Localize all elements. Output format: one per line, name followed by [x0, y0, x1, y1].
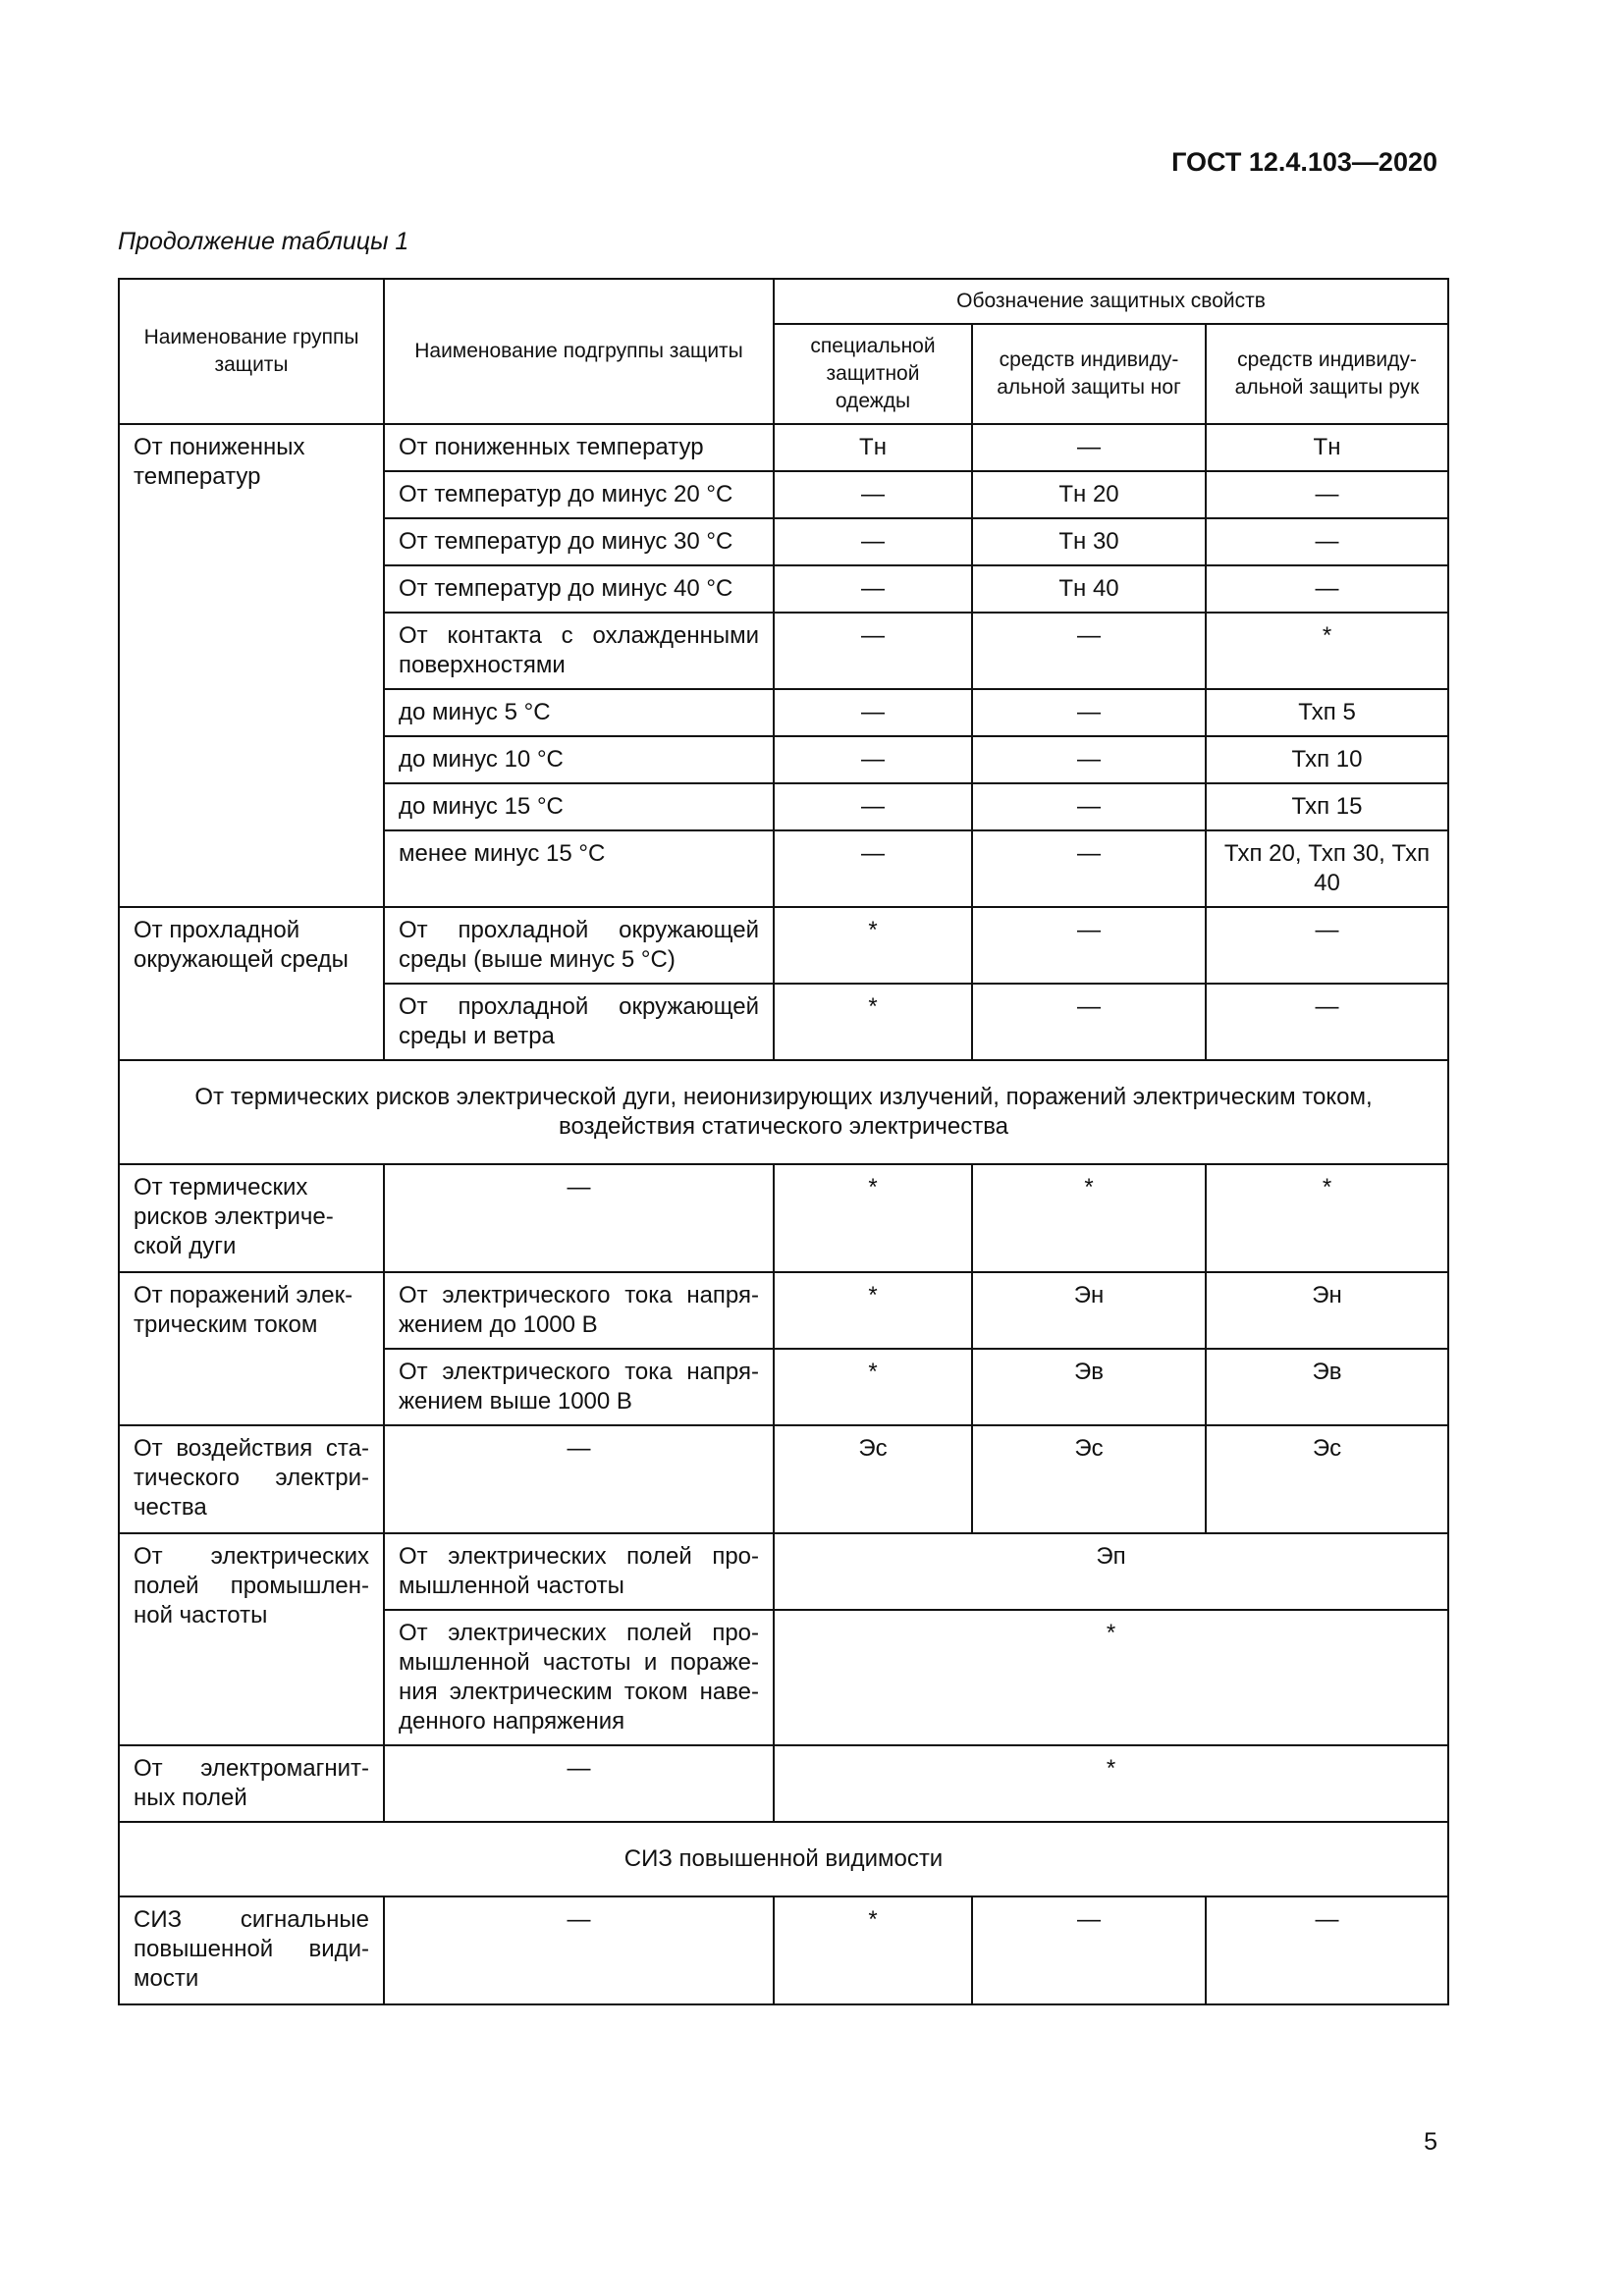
hands-cell: Тн	[1206, 424, 1448, 471]
feet-cell: Тн 40	[972, 565, 1206, 613]
clothing-cell: *	[774, 907, 972, 984]
hands-cell: —	[1206, 471, 1448, 518]
section-row	[119, 1060, 1448, 1164]
feet-cell: Эс	[972, 1425, 1206, 1533]
subgroup-cell: От электрических полей про-мышленной частоты и пораже-ния электрическим током наве-денного напряжения	[384, 1610, 774, 1745]
header-row	[119, 279, 1448, 324]
clothing-cell: —	[774, 613, 972, 689]
designation-cell: *	[774, 1610, 1448, 1745]
clothing-cell: —	[774, 689, 972, 736]
group-cell: СИЗ сигнальные повышенной види-мости	[119, 1896, 384, 2004]
clothing-cell: —	[774, 830, 972, 907]
subgroup-cell: От электрического тока напря-жением выше 1000 В	[384, 1349, 774, 1425]
clothing-cell: —	[774, 471, 972, 518]
standard-number: ГОСТ 12.4.103—2020	[1171, 147, 1437, 177]
feet-cell: Эн	[972, 1272, 1206, 1349]
subgroup-cell: От электрических полей про-мышленной частоты	[384, 1533, 774, 1610]
clothing-cell: *	[774, 1272, 972, 1349]
hands-cell: —	[1206, 1896, 1448, 2004]
table-row	[119, 1164, 1448, 1272]
col-group: Наименование группы защиты	[119, 279, 384, 424]
designation-cell: Эп	[774, 1533, 1448, 1610]
feet-cell: —	[972, 613, 1206, 689]
protection-table	[118, 278, 1449, 2005]
hands-cell: *	[1206, 1164, 1448, 1272]
table-row	[119, 1533, 1448, 1610]
group-cell: От электрических полей промышлен-ной частоты	[119, 1533, 384, 1745]
clothing-cell: —	[774, 565, 972, 613]
subgroup-cell: От прохладной окружающей среды (выше минус 5 °С)	[384, 907, 774, 984]
hands-cell: Тхп 10	[1206, 736, 1448, 783]
col-designation: Обозначение защитных свойств	[774, 279, 1448, 324]
table-row	[119, 1272, 1448, 1349]
feet-cell: *	[972, 1164, 1206, 1272]
subgroup-cell: От электрического тока напря-жением до 1000 В	[384, 1272, 774, 1349]
group-cell: От поражений элек-трическим током	[119, 1272, 384, 1425]
table-row	[119, 1425, 1448, 1533]
group-cell: От прохладной окружающей среды	[119, 907, 384, 1060]
feet-cell: —	[972, 1896, 1206, 2004]
subgroup-cell: —	[384, 1164, 774, 1272]
group-cell: От термических рисков электриче-ской дуги	[119, 1164, 384, 1272]
subgroup-cell: От температур до минус 30 °С	[384, 518, 774, 565]
subgroup-cell: От прохладной окружающей среды и ветра	[384, 984, 774, 1060]
subgroup-cell: От контакта с охлажденными поверхностями	[384, 613, 774, 689]
subgroup-cell: до минус 5 °С	[384, 689, 774, 736]
feet-cell: Эв	[972, 1349, 1206, 1425]
hands-cell: Тхп 15	[1206, 783, 1448, 830]
clothing-cell: Эс	[774, 1425, 972, 1533]
feet-cell: —	[972, 736, 1206, 783]
clothing-cell: *	[774, 1164, 972, 1272]
hands-cell: Эв	[1206, 1349, 1448, 1425]
feet-cell: Тн 20	[972, 471, 1206, 518]
table-row	[119, 1745, 1448, 1822]
section-row	[119, 1822, 1448, 1896]
clothing-cell: —	[774, 518, 972, 565]
hands-cell: *	[1206, 613, 1448, 689]
subgroup-cell: до минус 10 °С	[384, 736, 774, 783]
group-cell: От пониженных температур	[119, 424, 384, 907]
subgroup-cell: —	[384, 1425, 774, 1533]
hands-cell: Тхп 20, Тхп 30, Тхп 40	[1206, 830, 1448, 907]
hands-cell: —	[1206, 565, 1448, 613]
col-clothing: специальной защитной одежды	[774, 324, 972, 424]
feet-cell: —	[972, 984, 1206, 1060]
clothing-cell: Тн	[774, 424, 972, 471]
hands-cell: Эс	[1206, 1425, 1448, 1533]
clothing-cell: *	[774, 984, 972, 1060]
subgroup-cell: От температур до минус 20 °С	[384, 471, 774, 518]
feet-cell: —	[972, 424, 1206, 471]
section-heading-electric: От термических рисков электрической дуги, неионизирующих излучений, поражений электрическим током, воздействия статического электричества	[119, 1060, 1448, 1164]
feet-cell: —	[972, 830, 1206, 907]
hands-cell: —	[1206, 907, 1448, 984]
col-feet: средств индивиду-альной защиты ног	[972, 324, 1206, 424]
clothing-cell: —	[774, 736, 972, 783]
designation-cell: *	[774, 1745, 1448, 1822]
group-cell: От воздействия ста-тического электри-чества	[119, 1425, 384, 1533]
col-subgroup: Наименование подгруппы защиты	[384, 279, 774, 424]
feet-cell: Тн 30	[972, 518, 1206, 565]
col-hands: средств индивиду-альной защиты рук	[1206, 324, 1448, 424]
section-heading-visibility: СИЗ повышенной видимости	[119, 1822, 1448, 1896]
page-number: 5	[1424, 2128, 1437, 2156]
feet-cell: —	[972, 689, 1206, 736]
table-row	[119, 424, 1448, 471]
subgroup-cell: менее минус 15 °С	[384, 830, 774, 907]
hands-cell: —	[1206, 984, 1448, 1060]
clothing-cell: —	[774, 783, 972, 830]
subgroup-cell: От температур до минус 40 °С	[384, 565, 774, 613]
table-row	[119, 1896, 1448, 2004]
feet-cell: —	[972, 783, 1206, 830]
table-row	[119, 907, 1448, 984]
hands-cell: Тхп 5	[1206, 689, 1448, 736]
clothing-cell: *	[774, 1896, 972, 2004]
table-continuation-label: Продолжение таблицы 1	[118, 228, 409, 255]
subgroup-cell: —	[384, 1896, 774, 2004]
feet-cell: —	[972, 907, 1206, 984]
clothing-cell: *	[774, 1349, 972, 1425]
subgroup-cell: От пониженных температур	[384, 424, 774, 471]
group-cell: От электромагнит-ных полей	[119, 1745, 384, 1822]
hands-cell: —	[1206, 518, 1448, 565]
hands-cell: Эн	[1206, 1272, 1448, 1349]
subgroup-cell: —	[384, 1745, 774, 1822]
subgroup-cell: до минус 15 °С	[384, 783, 774, 830]
